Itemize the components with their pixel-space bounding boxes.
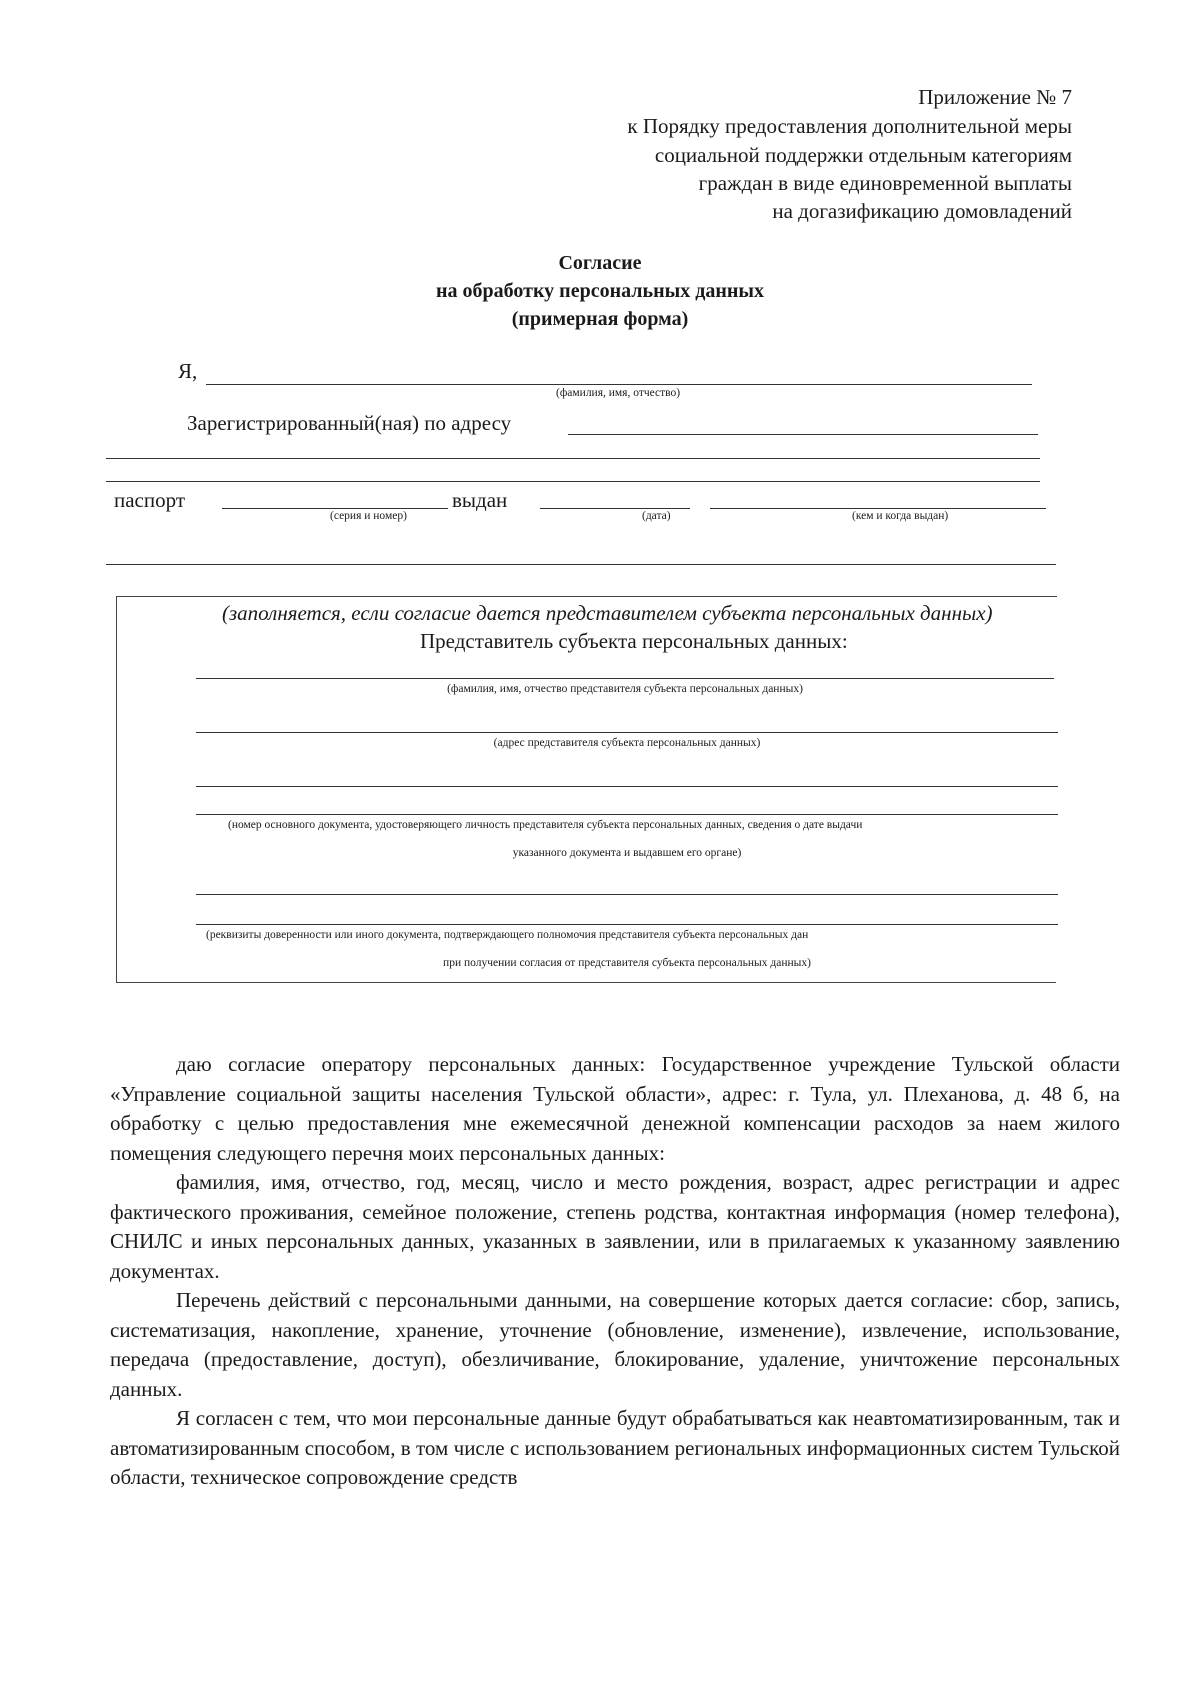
- address-field-2[interactable]: [106, 458, 1040, 459]
- rep-power-field-2[interactable]: [196, 924, 1058, 925]
- document-subtitle: на обработку персональных данных: [436, 280, 764, 302]
- representative-heading: Представитель субъекта персональных данных:: [420, 629, 848, 653]
- consent-paragraph-data-list: фамилия, имя, отчество, год, месяц, число и место рождения, возраст, адрес регистрации и адрес фактического проживания, семейное положение, степень родства, контактная информация (номер телефона), СНИЛС и иных персональных данных, указанных в заявлении, или в прилагаемых к указанному заявлению документах.: [110, 1170, 1120, 1283]
- fio-caption: (фамилия, имя, отчество): [556, 387, 681, 399]
- rep-fio-field[interactable]: [196, 678, 1054, 679]
- series-caption: (серия и номер): [330, 510, 407, 522]
- registered-label: Зарегистрированный(ная) по адресу: [187, 411, 512, 435]
- issued-label: выдан: [452, 488, 508, 512]
- rep-fio-caption: (фамилия, имя, отчество представителя субъекта персональных данных): [447, 683, 803, 695]
- document-form-note: (примерная форма): [511, 308, 689, 330]
- consent-paragraph-operator: даю согласие оператору персональных данных: Государственное учреждение Тульской области «Управление социальной защиты населения Тульской области», адрес: г. Тула, ул. Плеханова, д. 48 б, на обработку с целью предоставления мне ежемесячной денежной компенсации расходов за наем жилого помещения следующего перечня моих персональных данных:: [110, 1052, 1120, 1165]
- passport-extra-field[interactable]: [106, 564, 1056, 565]
- appendix-line-5: на догазификацию домовладений: [772, 199, 1072, 223]
- passport-label: паспорт: [114, 488, 186, 512]
- ya-label: Я,: [178, 359, 198, 383]
- appendix-line-3: социальной поддержки отдельным категориям: [654, 143, 1072, 167]
- consent-body: [110, 1050, 1120, 1493]
- representative-box-bottom: [116, 982, 1056, 983]
- consent-paragraph-actions: Перечень действий с персональными данными, на совершение которых дается согласие: сбор, запись, систематизация, накопление, хранение, уточнение (обновление, изменение), извлечение, использование, передача (предоставление, доступ), обезличивание, блокирование, удаление, уничтожение персональных данных.: [110, 1288, 1120, 1401]
- rep-address-field[interactable]: [196, 732, 1058, 733]
- rep-power-caption-2: при получении согласия от представителя субъекта персональных данных): [443, 957, 811, 969]
- issued-by-caption: (кем и когда выдан): [852, 510, 949, 522]
- rep-doc-caption-2: указанного документа и выдавшем его органе): [512, 847, 742, 859]
- appendix-line-2: к Порядку предоставления дополнительной меры: [627, 114, 1072, 138]
- address-field-1[interactable]: [568, 434, 1038, 435]
- consent-paragraph-processing: Я согласен с тем, что мои персональные данные будут обрабатываться как неавтоматизированным, так и автоматизированным способом, в том числе с использованием региональных информационных систем Тульской области, техническое сопровождение средств: [110, 1406, 1120, 1489]
- appendix-line-4: граждан в виде единовременной выплаты: [698, 171, 1072, 195]
- rep-doc-field-2[interactable]: [196, 814, 1058, 815]
- document-title: Согласие: [558, 252, 642, 274]
- rep-power-caption-1: (реквизиты доверенности или иного документа, подтверждающего полномочия представителя субъекта персональных дан: [206, 929, 809, 941]
- fio-field[interactable]: [206, 384, 1032, 385]
- rep-doc-caption-1: (номер основного документа, удостоверяющего личность представителя субъекта персональных данных, сведения о дате выдачи: [228, 819, 863, 831]
- rep-address-caption: (адрес представителя субъекта персональных данных): [493, 737, 761, 749]
- representative-note: (заполняется, если согласие дается представителем субъекта персональных данных): [222, 601, 993, 625]
- appendix-number: Приложение № 7: [918, 85, 1072, 109]
- rep-power-field-1[interactable]: [196, 894, 1058, 895]
- rep-doc-field-1[interactable]: [196, 786, 1058, 787]
- date-caption: (дата): [642, 510, 671, 522]
- address-field-3[interactable]: [106, 481, 1040, 482]
